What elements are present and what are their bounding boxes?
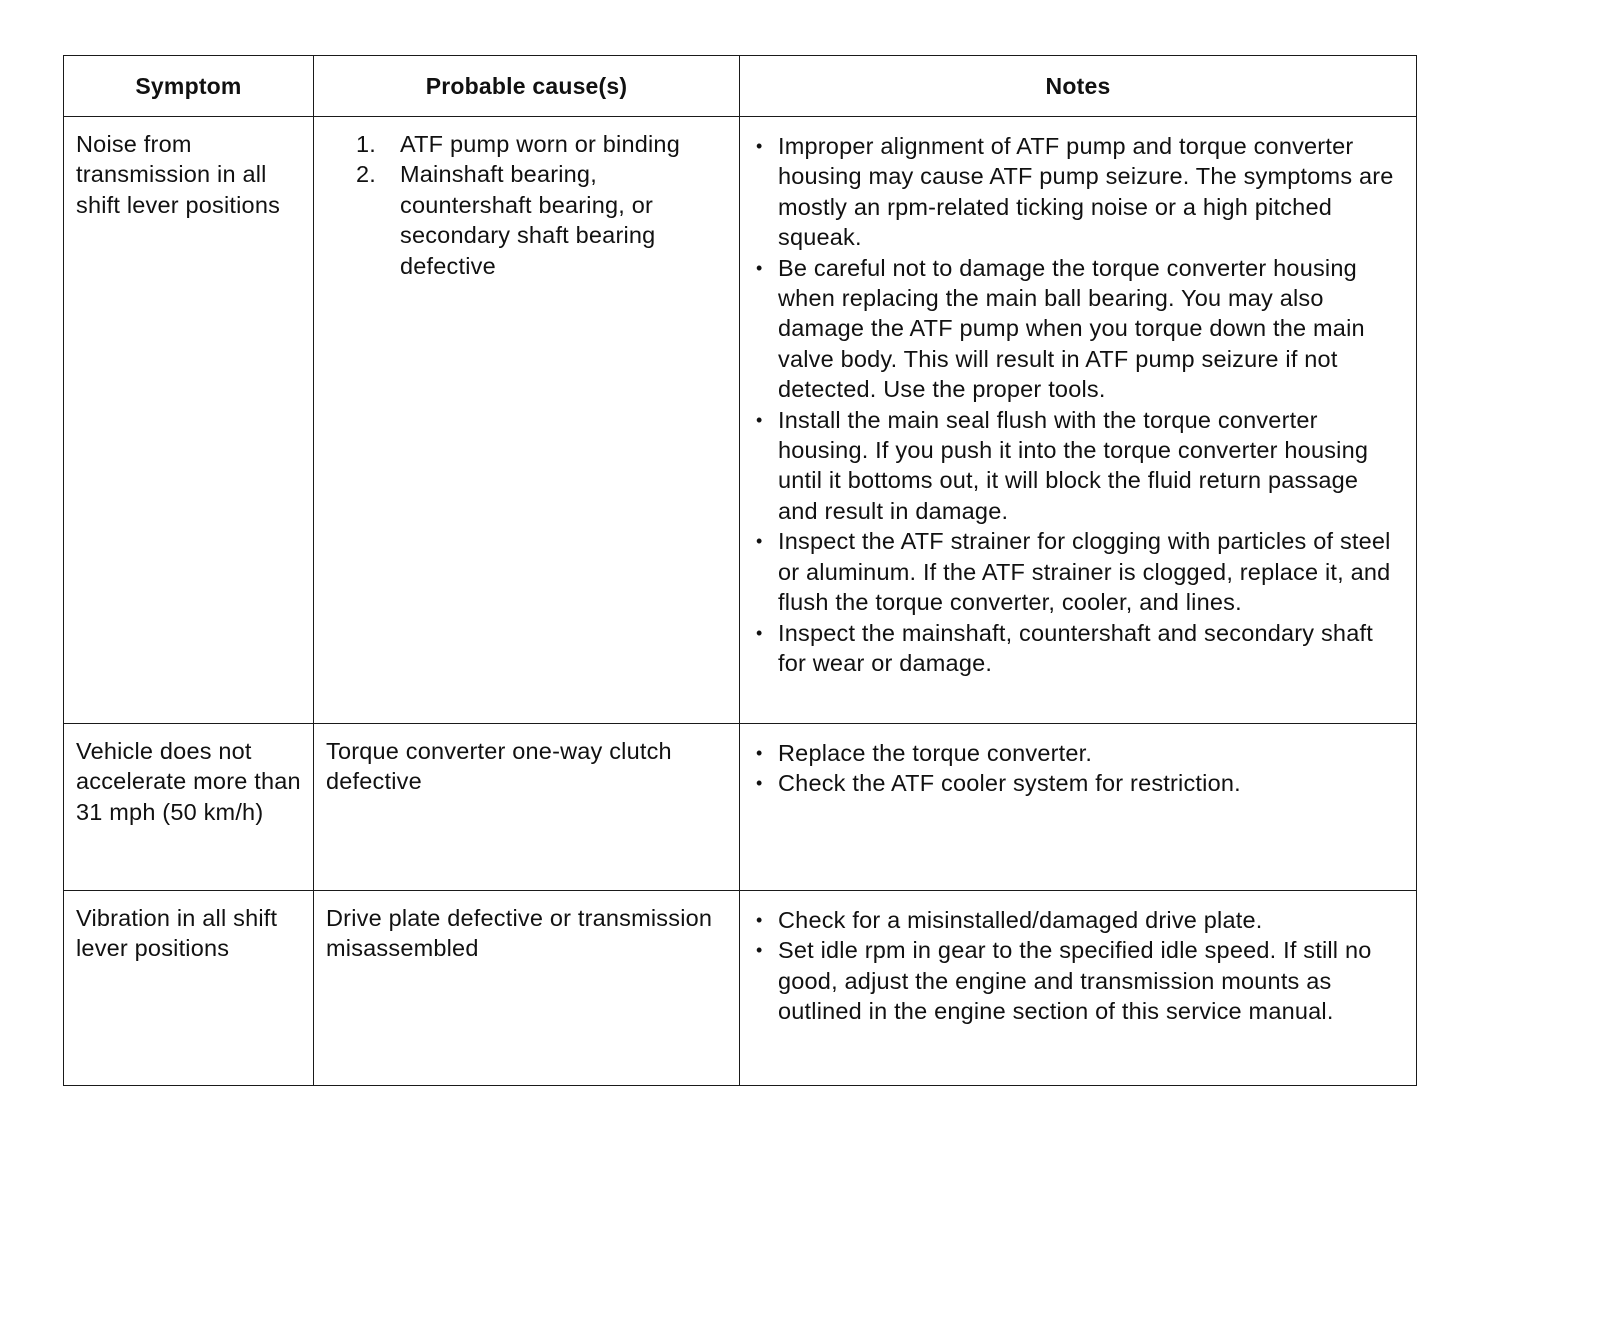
- symptom-cell: Noise from transmission in all shift lever positions: [64, 117, 314, 724]
- cause-item: ATF pump worn or binding: [400, 131, 680, 157]
- header-notes: Notes: [740, 56, 1417, 117]
- note-item: • Install the main seal flush with the torque converter housing. If you push it into the torque converter housing until it bottoms out, it will block the fluid return passage and result in damage.: [756, 405, 1400, 527]
- table-row: [64, 117, 1417, 724]
- notes-cell: [740, 724, 1417, 891]
- troubleshooting-table-container: [63, 55, 1416, 1086]
- table-row: [64, 724, 1417, 891]
- note-item: • Be careful not to damage the torque converter housing when replacing the main ball bearing. You may also damage the ATF pump when you torque down the main valve body. This will result in ATF pump seizure if not detected. Use the proper tools.: [756, 253, 1400, 405]
- notes-list: [756, 905, 1400, 1027]
- notes-list: [756, 131, 1400, 678]
- header-symptom: Symptom: [64, 56, 314, 117]
- note-item: • Replace the torque converter.: [756, 738, 1400, 768]
- note-item: • Improper alignment of ATF pump and torque converter housing may cause ATF pump seizure. The symptoms are mostly an rpm-related ticking noise or a high pitched squeak.: [756, 131, 1400, 253]
- cause-list: [326, 129, 731, 281]
- troubleshooting-table: [63, 55, 1417, 1086]
- note-item: • Check for a misinstalled/damaged drive plate.: [756, 905, 1400, 935]
- notes-cell: [740, 117, 1417, 724]
- symptom-cell: Vibration in all shift lever positions: [64, 891, 314, 1086]
- table-header: [64, 56, 1417, 117]
- header-row: [64, 56, 1417, 117]
- note-item: • Set idle rpm in gear to the specified idle speed. If still no good, adjust the engine and transmission mounts as outlined in the engine section of this service manual.: [756, 935, 1400, 1026]
- symptom-cell: Vehicle does not accelerate more than 31 mph (50 km/h): [64, 724, 314, 891]
- table-row: [64, 891, 1417, 1086]
- notes-cell: [740, 891, 1417, 1086]
- note-item: • Inspect the ATF strainer for clogging with particles of steel or aluminum. If the ATF strainer is clogged, replace it, and flush the torque converter, cooler, and lines.: [756, 526, 1400, 617]
- cause-cell: Torque converter one-way clutch defective: [314, 724, 740, 891]
- header-probable-causes: Probable cause(s): [314, 56, 740, 117]
- table-body: [64, 117, 1417, 1086]
- notes-list: [756, 738, 1400, 799]
- cause-cell: Drive plate defective or transmission misassembled: [314, 891, 740, 1086]
- cause-item: Mainshaft bearing, countershaft bearing, or secondary shaft bearing defective: [400, 161, 656, 279]
- note-item: • Check the ATF cooler system for restriction.: [756, 768, 1400, 798]
- note-item: • Inspect the mainshaft, countershaft and secondary shaft for wear or damage.: [756, 618, 1400, 679]
- cause-cell: [314, 117, 740, 724]
